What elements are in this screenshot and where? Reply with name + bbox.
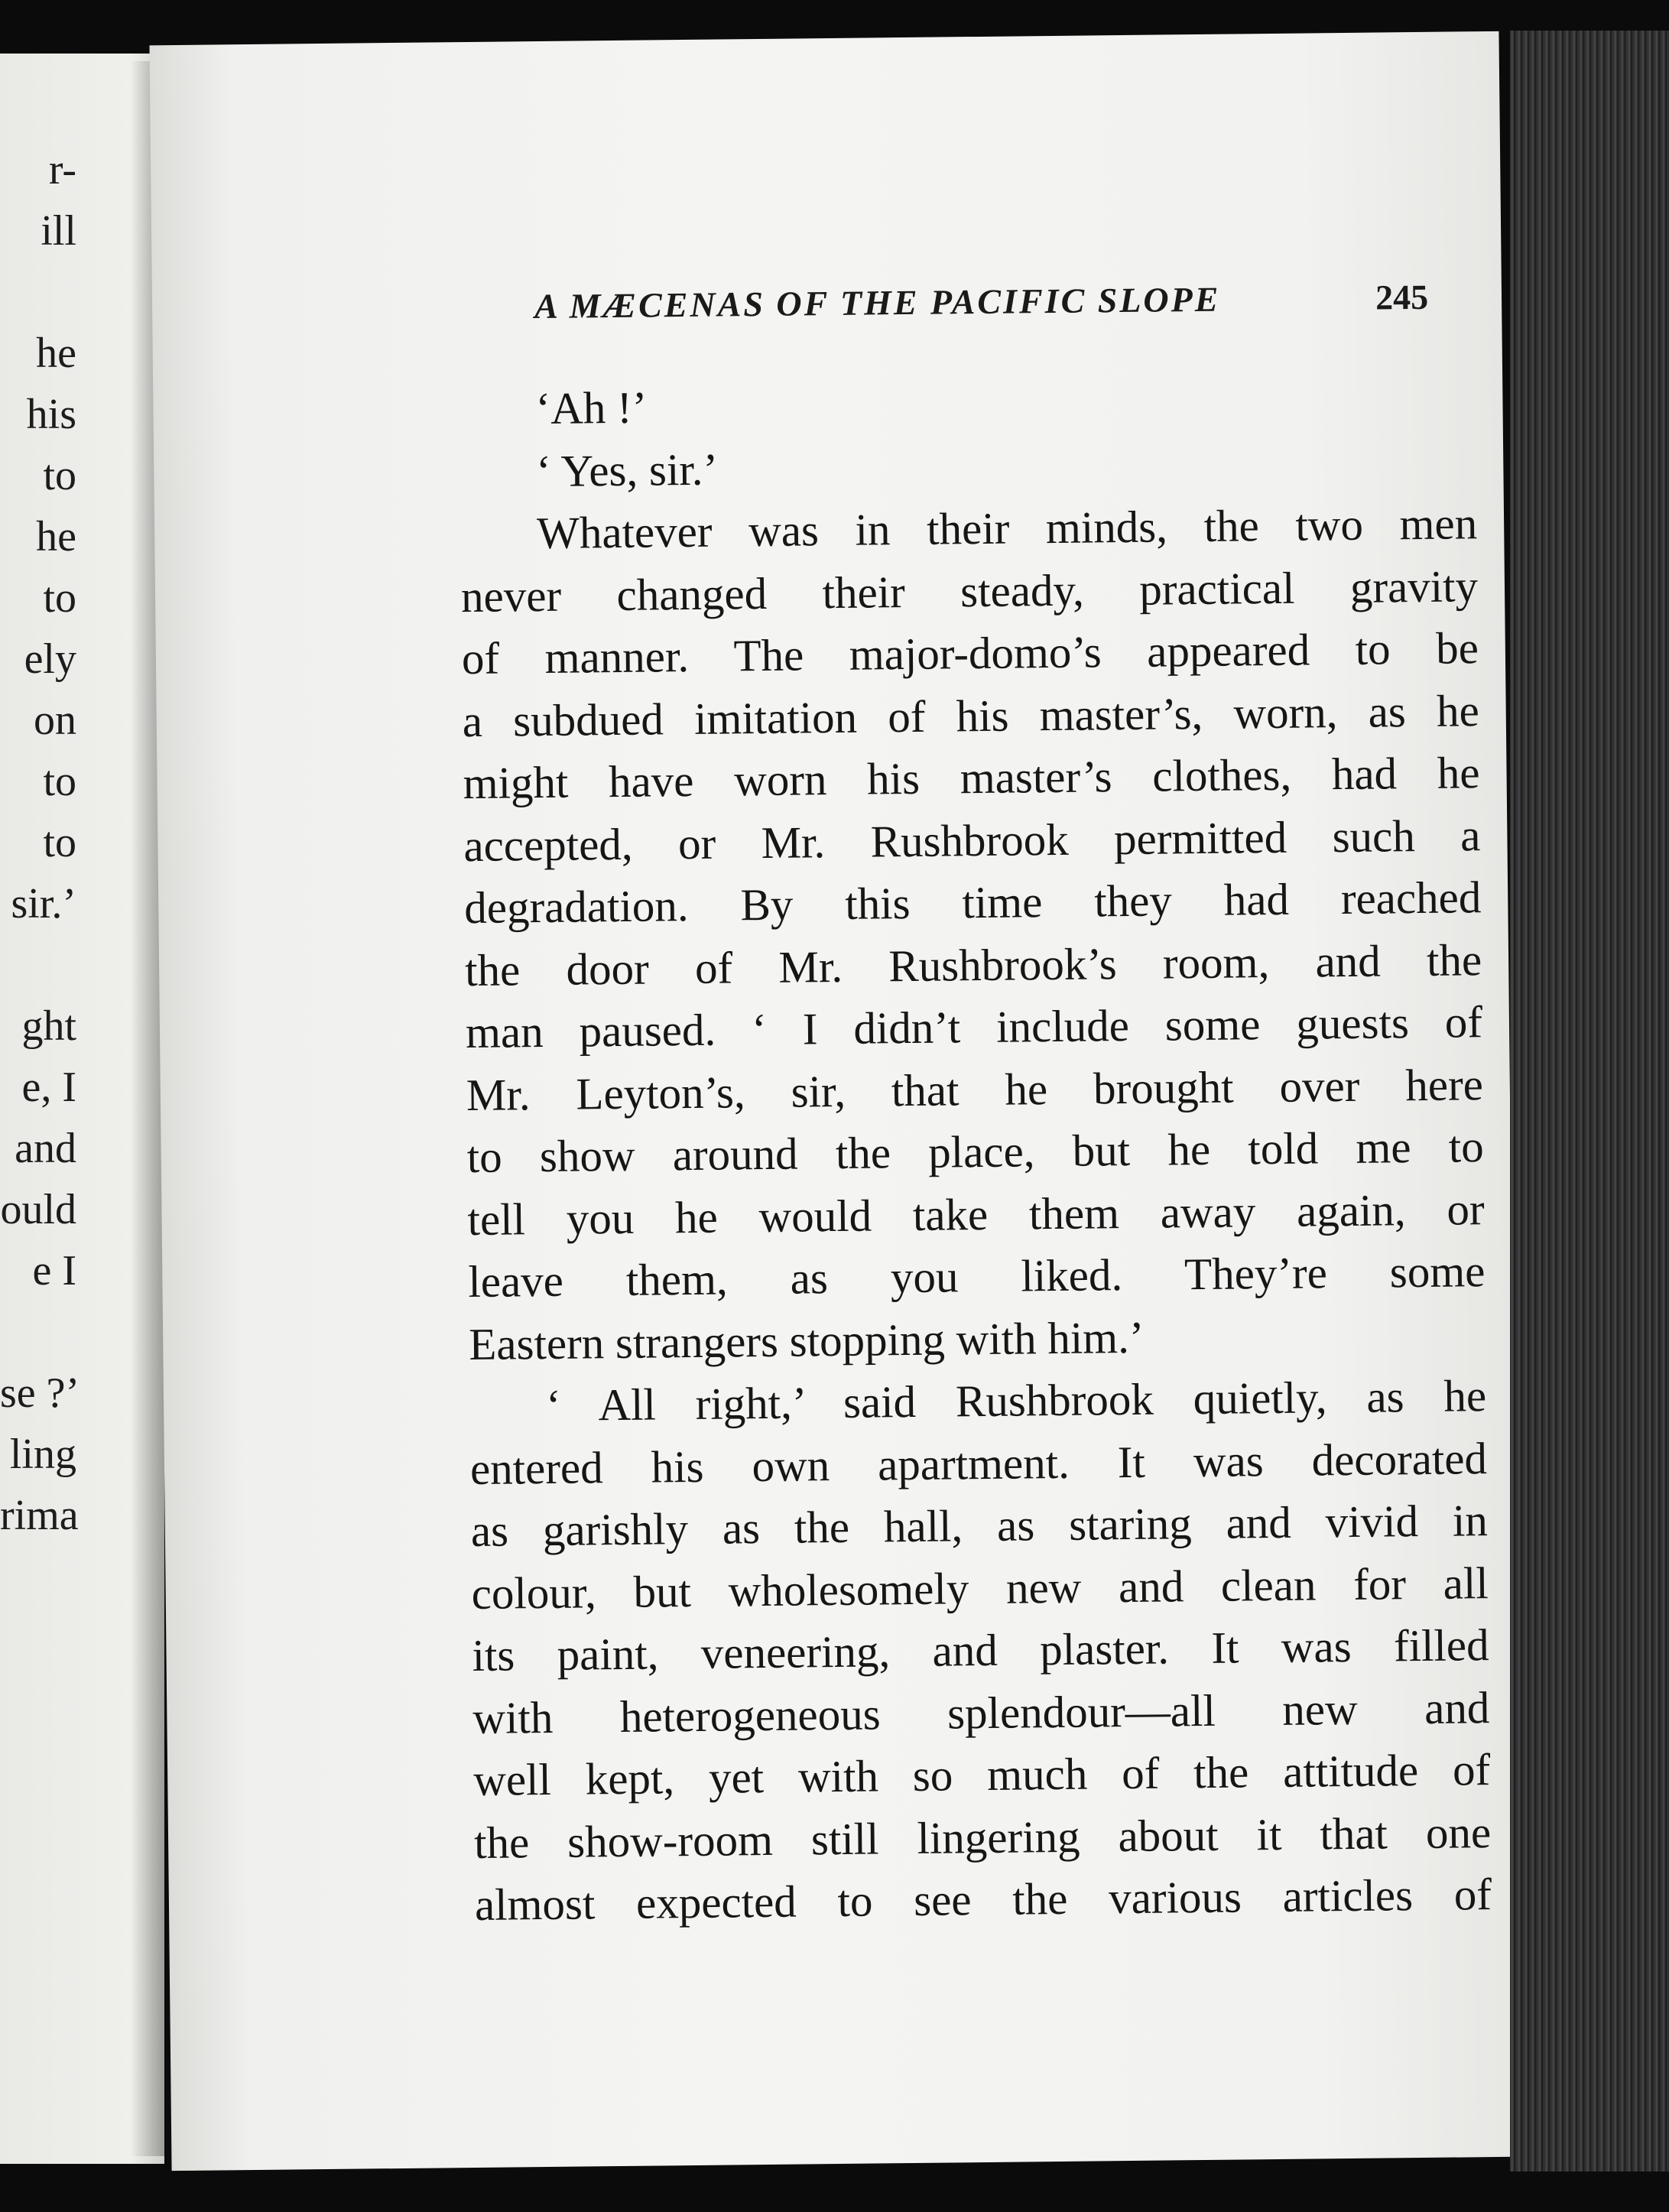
- left-page-fragment: ely: [24, 635, 76, 683]
- text-line: to show around the place, but he told me to: [466, 1121, 1485, 1183]
- text-line: almost expected to see the various articles of: [474, 1869, 1492, 1930]
- page-edges: [1510, 31, 1669, 2171]
- text-line: Mr. Leyton’s, sir, that he brought over here: [466, 1058, 1484, 1120]
- left-page-fragment: e, I: [21, 1064, 76, 1111]
- left-page-fragment: rima: [0, 1492, 79, 1539]
- left-page-fragment: ling: [9, 1431, 76, 1478]
- left-page-fragment: he: [36, 513, 76, 560]
- text-line: with heterogeneous splendour—all new and: [472, 1681, 1490, 1743]
- text-line: man paused. ‘ I didn’t include some guests of: [465, 996, 1483, 1058]
- left-page-fragment: e I: [32, 1247, 76, 1294]
- left-page-fragment: ould: [0, 1186, 76, 1233]
- text-line: entered his own apartment. It was decorated: [469, 1432, 1488, 1494]
- left-page-fragment: ill: [41, 207, 76, 255]
- left-page-fragment: on: [34, 697, 76, 744]
- text-line: its paint, veneering, and plaster. It was filled: [472, 1619, 1489, 1681]
- text-line: colour, but wholesomely new and clean for all: [471, 1557, 1489, 1619]
- left-page-fragment: to: [43, 452, 76, 499]
- left-page-fragment: r-: [48, 146, 76, 193]
- text-line: might have worn his master’s clothes, had he: [463, 747, 1480, 809]
- book-page: [149, 31, 1521, 2171]
- left-page-fragment: to: [43, 758, 76, 805]
- left-page-fragment: to: [43, 819, 76, 866]
- text-line: degradation. By this time they had reached: [463, 872, 1482, 934]
- left-page-fragment: to: [43, 574, 76, 622]
- left-page-fragment: sir.’: [11, 880, 76, 927]
- text-line: of manner. The major-domo’s appeared to be: [461, 622, 1479, 684]
- left-page-fragment: ght: [21, 1002, 76, 1050]
- page-number: 245: [1375, 277, 1429, 317]
- text-line: Eastern strangers stopping with him.’: [468, 1311, 1145, 1369]
- text-line: well kept, yet with so much of the attitude of: [472, 1744, 1491, 1806]
- text-line: ‘ All right,’ said Rushbrook quietly, as he: [545, 1370, 1487, 1431]
- text-line: leave them, as you liked. They’re some: [468, 1246, 1486, 1307]
- text-line: a subdued imitation of his master’s, worn, as he: [462, 684, 1480, 746]
- text-line: ‘ Yes, sir.’: [535, 443, 719, 496]
- left-page-fragment: his: [26, 391, 76, 438]
- text-line: Whatever was in their minds, the two men: [536, 498, 1478, 559]
- text-line: never changed their steady, practical gravity: [460, 560, 1479, 622]
- text-line: the door of Mr. Rushbrook’s room, and the: [464, 934, 1482, 996]
- text-line: ‘Ah !’: [535, 382, 648, 434]
- running-head: A MÆCENAS OF THE PACIFIC SLOPE: [534, 279, 1221, 326]
- body-text: [459, 368, 1492, 1936]
- text-line: the show-room still lingering about it that one: [473, 1806, 1492, 1868]
- text-line: accepted, or Mr. Rushbrook permitted such a: [463, 809, 1481, 871]
- left-page-fragment: and: [15, 1125, 76, 1172]
- text-line: tell you he would take them away again, or: [467, 1183, 1485, 1245]
- left-page-fragment: se ?’: [0, 1369, 80, 1417]
- left-page-fragment: he: [36, 330, 76, 377]
- text-line: as garishly as the hall, as staring and vivid in: [470, 1495, 1489, 1557]
